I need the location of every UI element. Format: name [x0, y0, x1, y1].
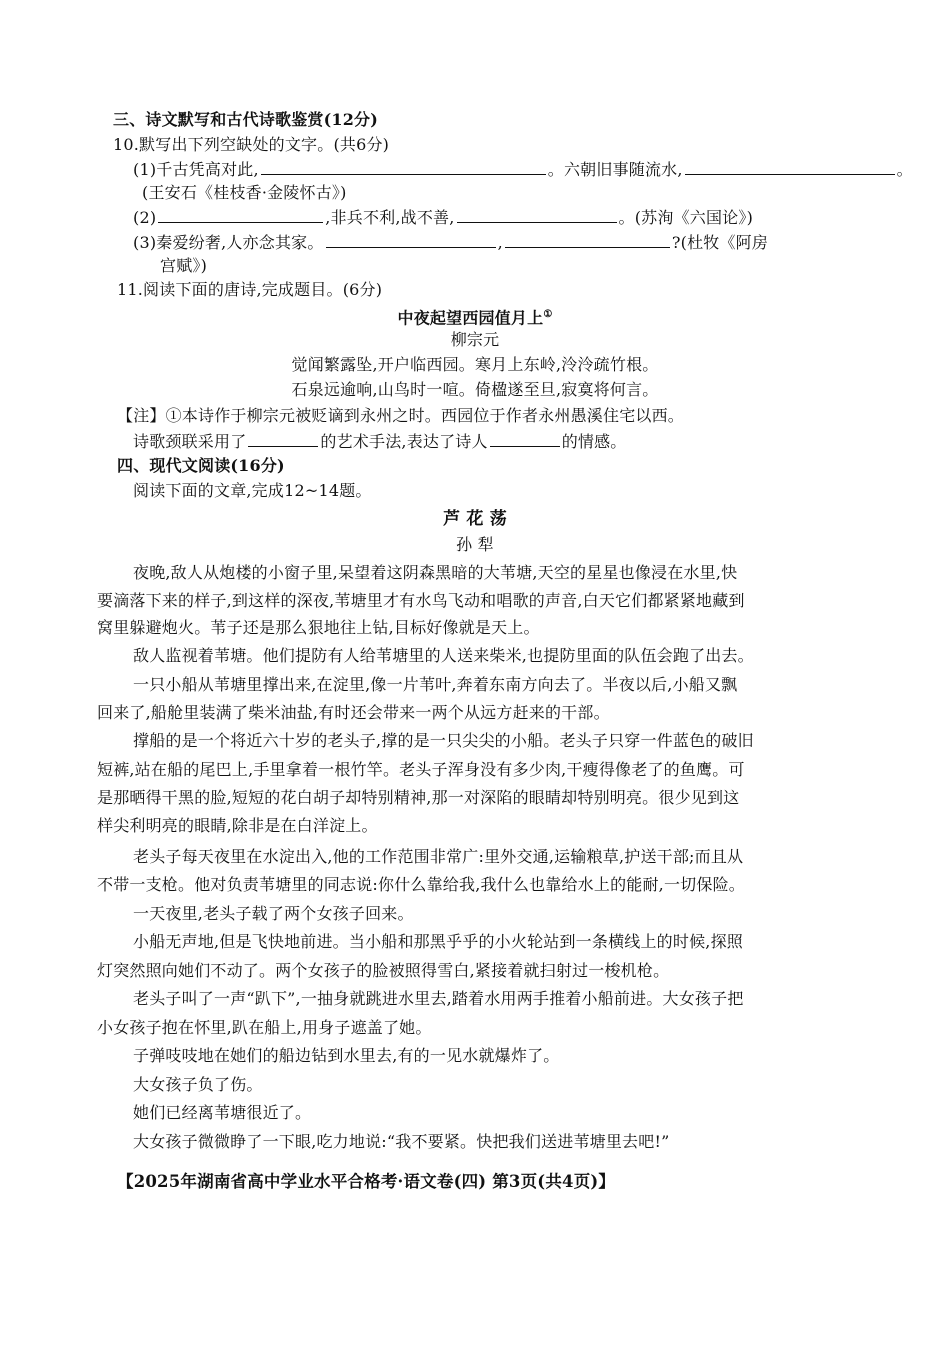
poem-line-1: 觉闻繁露坠,开户临西园。寒月上东岭,泠泠疏竹根。 [291, 355, 659, 374]
q10-item2-text-b: ,非兵不利,战不善, [325, 208, 455, 227]
article-line: 子弹吱吱地在她们的船边钻到水里去,有的一见水就爆炸了。 [133, 1046, 560, 1065]
article-line: 要滴落下来的样子,到这样的深夜,苇塘里才有水鸟飞动和唱歌的声音,白天它们都紧紧地藏到 [97, 591, 745, 610]
q10-item3-blank2[interactable] [505, 231, 670, 248]
q11-question-text-c: 的情感。 [561, 432, 627, 451]
poem-author: 柳宗元 [450, 330, 500, 349]
article-line: 老头子每天夜里在水淀出入,他的工作范围非常广:里外交通,运输粮草,护送干部;而且从 [133, 847, 744, 866]
section3-heading: 三、诗文默写和古代诗歌鉴赏(12分) [113, 110, 379, 129]
q10-item1-blank2[interactable] [685, 158, 895, 175]
q10-stem: 10.默写出下列空缺处的文字。(共6分) [113, 135, 390, 154]
article-line: 窝里躲避炮火。苇子还是那么狠地往上钻,目标好像就是天上。 [97, 618, 540, 637]
article-line: 是那晒得干黑的脸,短短的花白胡子却特别精神,那一对深陷的眼睛却特别明亮。很少见到这 [97, 788, 740, 807]
q10-item1-blank1[interactable] [261, 158, 546, 175]
q10-item3-text-a: (3)秦爱纷奢,人亦念其家。 [133, 233, 324, 252]
poem-line-2: 石泉远逾响,山鸟时一喧。倚楹遂至旦,寂寞将何言。 [291, 380, 659, 399]
q11-question [133, 430, 627, 453]
q10-item2 [133, 206, 753, 229]
article-line: 一天夜里,老头子载了两个女孩子回来。 [133, 904, 414, 923]
article-line: 老头子叫了一声“趴下”,一抽身就跳进水里去,踏着水用两手推着小船前进。大女孩子把 [133, 989, 744, 1008]
article-line: 她们已经离苇塘很近了。 [133, 1103, 312, 1122]
q11-question-text-b: 的艺术手法,表达了诗人 [320, 432, 488, 451]
poem-note-mark: ① [543, 309, 553, 320]
article-line: 大女孩子微微睁了一下眼,吃力地说:“我不要紧。快把我们送进苇塘里去吧!” [133, 1132, 670, 1151]
q10-item3 [133, 231, 768, 254]
q10-item3-text-c: ?(杜牧《阿房 [671, 233, 769, 252]
article-line: 样尖利明亮的眼睛,除非是在白洋淀上。 [97, 816, 378, 835]
q10-item2-blank1[interactable] [158, 206, 323, 223]
article-line: 回来了,船舱里装满了柴米油盐,有时还会带来一两个从远方赶来的干部。 [97, 703, 610, 722]
q11-question-text-a: 诗歌颈联采用了 [133, 432, 247, 451]
article-line: 小女孩子抱在怀里,趴在船上,用身子遮盖了她。 [97, 1018, 432, 1037]
article-line: 不带一支枪。他对负责苇塘里的同志说:你什么靠给我,我什么也靠给水上的能耐,一切保险。 [97, 875, 745, 894]
q11-stem: 11.阅读下面的唐诗,完成题目。(6分) [117, 280, 383, 299]
page-footer: 【2025年湖南省高中学业水平合格考·语文卷(四) 第3页(共4页)】 [117, 1172, 616, 1191]
article-line: 大女孩子负了伤。 [133, 1075, 263, 1094]
q11-blank2[interactable] [490, 430, 560, 447]
q10-item2-text-a: (2) [133, 208, 157, 227]
poem-title [0, 304, 950, 329]
section4-instruction: 阅读下面的文章,完成12~14题。 [133, 481, 372, 500]
poem-note: 【注】①本诗作于柳宗元被贬谪到永州之时。西园位于作者永州愚溪住宅以西。 [117, 406, 685, 425]
poem-title-text: 中夜起望西园值月上 [397, 308, 544, 328]
article-author: 孙 犁 [456, 535, 494, 554]
q10-item1 [133, 158, 913, 181]
q10-item3-source-cont: 宫赋》) [160, 256, 208, 275]
q11-blank1[interactable] [248, 430, 318, 447]
q10-item2-text-c: 。(苏洵《六国论》) [618, 208, 754, 227]
article-line: 小船无声地,但是飞快地前进。当小船和那黑乎乎的小火轮站到一条横线上的时候,探照 [133, 932, 743, 951]
article-line: 一只小船从苇塘里撑出来,在淀里,像一片苇叶,奔着东南方向去了。半夜以后,小船又飘 [133, 675, 738, 694]
article-line: 敌人监视着苇塘。他们提防有人给苇塘里的人送来柴米,也提防里面的队伍会跑了出去。 [133, 646, 754, 665]
q10-item1-text-a: (1)千古凭高对此, [133, 160, 259, 179]
article-line: 夜晚,敌人从炮楼的小窗子里,呆望着这阴森黑暗的大苇塘,天空的星星也像浸在水里,快 [133, 563, 738, 582]
section4-heading: 四、现代文阅读(16分) [117, 456, 285, 475]
q10-item1-text-b: 。六朝旧事随流水, [547, 160, 683, 179]
article-title: 芦 花 荡 [443, 509, 507, 529]
article-line: 短裤,站在船的尾巴上,手里拿着一根竹竿。老头子浑身没有多少肉,干瘦得像老了的鱼鹰。可 [97, 760, 745, 779]
q10-item2-blank2[interactable] [457, 206, 617, 223]
q10-item3-blank1[interactable] [326, 231, 496, 248]
article-line: 灯突然照向她们不动了。两个女孩子的脸被照得雪白,紧接着就扫射过一梭机枪。 [97, 961, 670, 980]
q10-item1-source: (王安石《桂枝香·金陵怀古》) [142, 183, 347, 202]
q10-item3-text-b: , [497, 233, 503, 252]
q10-item1-text-c: 。 [896, 160, 913, 179]
article-line: 撑船的是一个将近六十岁的老头子,撑的是一只尖尖的小船。老头子只穿一件蓝色的破旧 [133, 731, 754, 750]
